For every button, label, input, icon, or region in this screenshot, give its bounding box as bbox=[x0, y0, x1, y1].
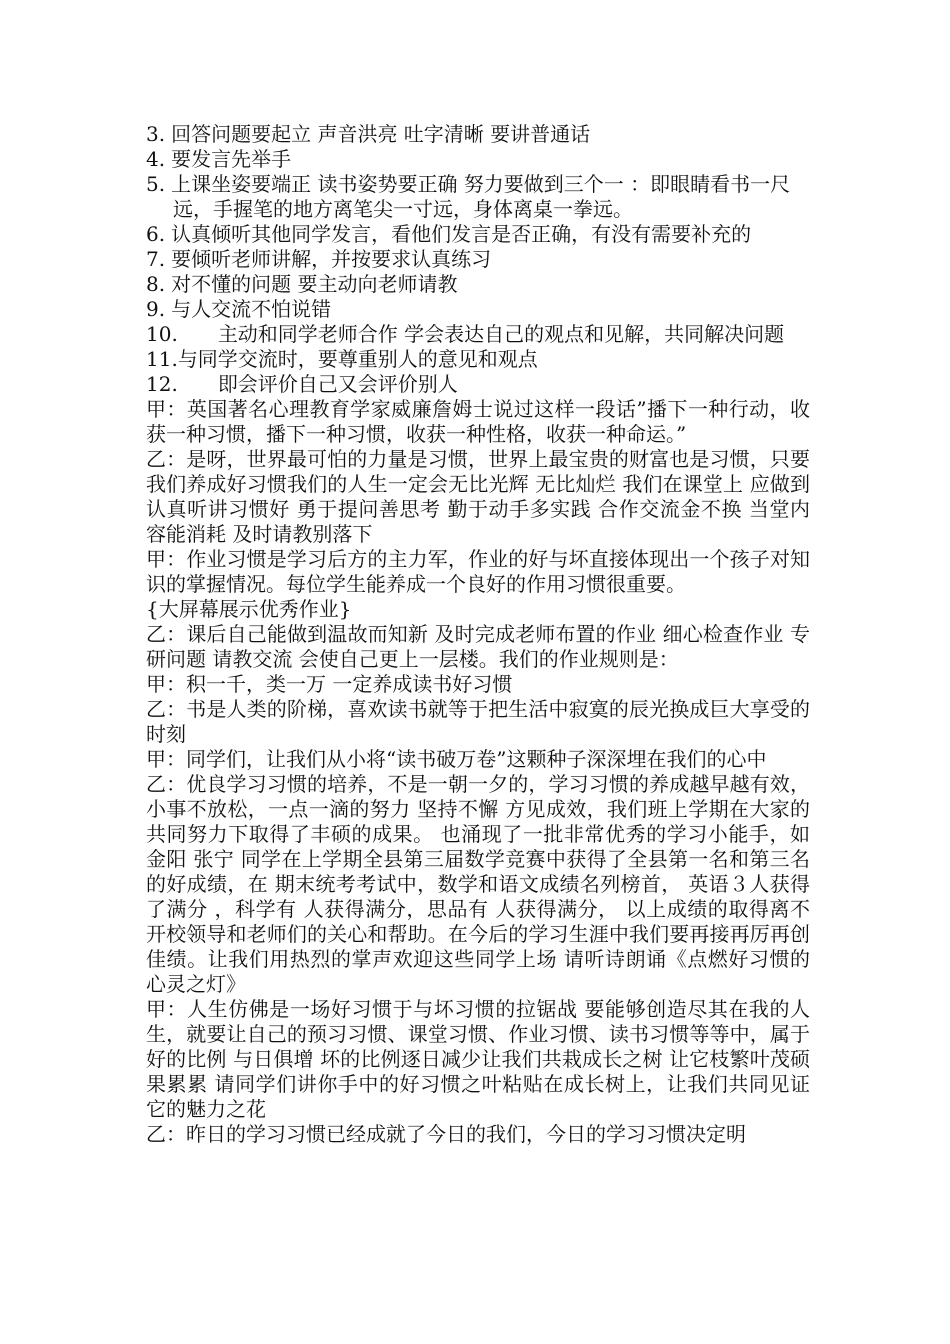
list-item-number: 6. bbox=[146, 222, 166, 246]
dialogue-paragraph: 乙：是呀，世界最可怕的力量是习惯，世界上最宝贵的财富也是习惯，只要我们养成好习惯我们的人生一定会无比光辉 无比灿烂 我们在课堂上 应做到 认真听讲习惯好 勇于提问善思考 勤于动手多实践 合作交流金不换 当堂内容能消耗 及时请教别落下 bbox=[146, 447, 810, 546]
dialogue-paragraph: 甲：人生仿佛是一场好习惯于与坏习惯的拉锯战 要能够创造尽其在我的人生，就要让自己的预习习惯、课堂习惯、作业习惯、读书习惯等等中，属于好的比例 与日俱增 坏的比例逐日减少让我们共栽成长之树 让它枝繁叶茂硕果累累 请同学们讲你手中的好习惯之叶粘贴在成长树上，让我们共同见证它的魅力之花 bbox=[146, 997, 810, 1121]
rules-list bbox=[146, 122, 810, 397]
list-item-text: 要发言先举手 bbox=[171, 147, 292, 171]
list-item-text: 要倾听老师讲解，并按要求认真练习 bbox=[171, 247, 492, 271]
list-item bbox=[146, 347, 810, 372]
list-item-text: 与同学交流时，要尊重别人的意见和观点 bbox=[177, 347, 538, 371]
list-item-text: 与人交流不怕说错 bbox=[171, 297, 332, 321]
list-item-number: 4. bbox=[146, 147, 166, 171]
dialogue-paragraph: 甲：英国著名心理教育学家威廉詹姆士说过这样一段话”播下一种行动，收获一种习惯，播下一种习惯，收获一种性格，收获一种命运。” bbox=[146, 397, 810, 446]
list-item-number: 10. bbox=[146, 322, 178, 346]
list-item-number: 8. bbox=[146, 272, 166, 296]
dialogue-paragraph: 甲：积一千，类一万 一定养成读书好习惯 bbox=[146, 672, 513, 696]
list-item bbox=[146, 297, 810, 322]
dialogue-paragraph: 甲：作业习惯是学习后方的主力军，作业的好与坏直接体现出一个孩子对知识的掌握情况。每位学生能养成一个良好的作用习惯很重要。 bbox=[146, 547, 810, 596]
dialogue-paragraph: 乙：课后自己能做到温故而知新 及时完成老师布置的作业 细心检查作业 专研问题 请教交流 会使自己更上一层楼。我们的作业规则是： bbox=[146, 622, 810, 671]
list-item bbox=[146, 222, 810, 247]
list-item-text: 即会评价自己又会评价别人 bbox=[217, 372, 458, 396]
list-item-number: 12. bbox=[146, 372, 178, 396]
list-item-number: 3. bbox=[146, 122, 166, 146]
dialogue-paragraph: 乙：昨日的学习习惯已经成就了今日的我们，今日的学习习惯决定明 bbox=[146, 1122, 746, 1146]
list-item-text: 认真倾听其他同学发言，看他们发言是否正确，有没有需要补充的 bbox=[171, 222, 752, 246]
dialogue-section bbox=[146, 397, 810, 1147]
list-item bbox=[146, 322, 810, 347]
list-item bbox=[146, 172, 810, 222]
document-page bbox=[146, 122, 810, 1147]
list-item bbox=[146, 272, 810, 297]
list-item bbox=[146, 372, 810, 397]
list-item-number: 11. bbox=[146, 347, 178, 371]
dialogue-paragraph: 乙：书是人类的阶梯，喜欢读书就等于把生活中寂寞的辰光换成巨大享受的时刻 bbox=[146, 697, 810, 746]
dialogue-paragraph: {大屏幕展示优秀作业} bbox=[146, 597, 352, 621]
dialogue-paragraph: 甲：同学们，让我们从小将“读书破万卷”这颗种子深深埋在我们的心中 bbox=[146, 747, 767, 771]
list-item-text: 对不懂的问题 要主动向老师请教 bbox=[171, 272, 458, 296]
list-item-number: 7. bbox=[146, 247, 166, 271]
list-item bbox=[146, 147, 810, 172]
list-item-number: 9. bbox=[146, 297, 166, 321]
list-item-text: 回答问题要起立 声音洪亮 吐字清晰 要讲普通话 bbox=[171, 122, 591, 146]
list-item-number: 5. bbox=[146, 172, 166, 196]
list-item bbox=[146, 122, 810, 147]
list-item bbox=[146, 247, 810, 272]
list-item-text: 主动和同学老师合作 学会表达自己的观点和见解，共同解决问题 bbox=[217, 322, 785, 346]
dialogue-paragraph: 乙：优良学习习惯的培养，不是一朝一夕的，学习习惯的养成越早越有效，小事不放松，一点一滴的努力 坚持不懈 方见成效，我们班上学期在大家的共同努力下取得了丰硕的成果。 也涌现了一批非常优秀的学习小能手，如金阳 张宁 同学在上学期全县第三届数学竞赛中获得了全县第一名和第三名的好成绩，在 期末统考考试中，数学和语文成绩名列榜首， 英语３人获得了满分 ，科学有 人获得满分，思品有 人获得满分， 以上成绩的取得离不开校领导和老师们的关心和帮助。在今后的学习生涯中我们要再接再厉再创佳绩。让我们用热烈的掌声欢迎这些同学上场 请听诗朗诵《点燃好习惯的心灵之灯》 bbox=[146, 772, 810, 996]
list-item-text: 上课坐姿要端正 读书姿势要正确 努力要做到三个一 ：即眼睛看书一尺远，手握笔的地方离笔尖一寸远，身体离桌一拳远。 bbox=[171, 172, 791, 221]
